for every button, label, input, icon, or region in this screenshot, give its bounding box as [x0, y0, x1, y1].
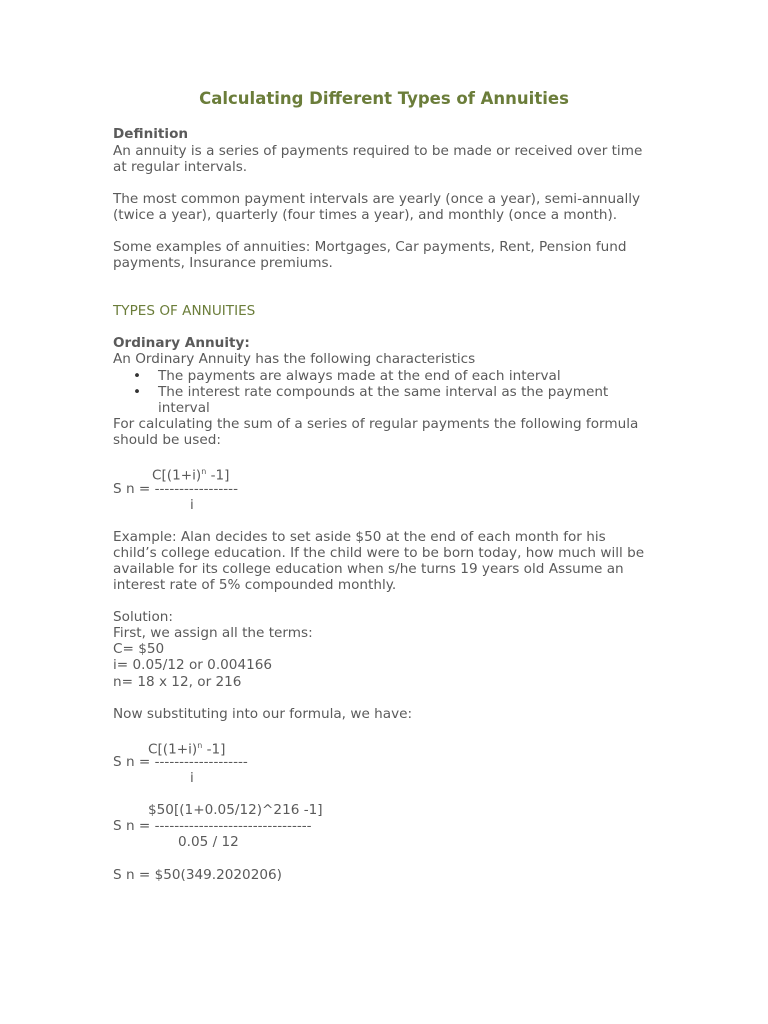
formula-lhs: S n = -------------------	[113, 754, 248, 770]
solution-text-line: First, we assign all the terms:	[113, 625, 313, 641]
bullet-item-continued: interval	[158, 400, 210, 416]
example-text-line: child’s college education. If the child were to be born today, how much will be	[113, 545, 645, 561]
formula-numerator: $50[(1+0.05/12)^216 -1]	[148, 802, 323, 818]
definition-heading: Definition	[113, 126, 189, 142]
formula-intro-line: For calculating the sum of a series of regular payments the following formula	[113, 416, 639, 432]
example-text-line: interest rate of 5% compounded monthly.	[113, 577, 397, 593]
example-text-line: Example: Alan decides to set aside $50 at the end of each month for his	[113, 529, 606, 545]
types-heading: TYPES OF ANNUITIES	[113, 303, 256, 319]
formula-intro-line: should be used:	[113, 432, 221, 448]
bullet-icon: •	[133, 368, 142, 384]
formula-numerator: $C[(1+i)^n$ -1]	[148, 741, 226, 758]
term-c: C= $50	[113, 641, 165, 657]
formula-lhs: S n = --------------------------------	[113, 818, 312, 834]
page-title: Calculating Different Types of Annuities	[199, 89, 569, 108]
ordinary-annuity-intro: An Ordinary Annuity has the following characteristics	[113, 351, 476, 367]
formula-denominator: i	[190, 497, 194, 513]
example-text-line: available for its college education when s/he turns 19 years old Assume an	[113, 561, 624, 577]
formula-denominator: i	[190, 770, 194, 786]
bullet-item: The interest rate compounds at the same interval as the payment	[158, 384, 609, 400]
formula-lhs: S n = -----------------	[113, 481, 238, 497]
examples-text-line: Some examples of annuities: Mortgages, Car payments, Rent, Pension fund	[113, 239, 627, 255]
ordinary-annuity-heading: Ordinary Annuity:	[113, 335, 250, 351]
term-n: n= 18 x 12, or 216	[113, 674, 242, 690]
formula-numerator: $C[(1+i)^n$ -1]	[152, 467, 230, 484]
formula-denominator: 0.05 / 12	[178, 834, 239, 850]
definition-text-line: An annuity is a series of payments required to be made or received over time	[113, 143, 643, 159]
result-line: S n = $50(349.2020206)	[113, 867, 282, 883]
bullet-item: The payments are always made at the end of each interval	[158, 368, 561, 384]
definition-text-line: at regular intervals.	[113, 159, 248, 175]
substitute-text-line: Now substituting into our formula, we have:	[113, 706, 413, 722]
examples-text-line: payments, Insurance premiums.	[113, 255, 333, 271]
solution-heading: Solution:	[113, 609, 173, 625]
intervals-text-line: The most common payment intervals are yearly (once a year), semi-annually	[113, 191, 641, 207]
bullet-icon: •	[133, 384, 142, 400]
term-i: i= 0.05/12 or 0.004166	[113, 657, 273, 673]
intervals-text-line: (twice a year), quarterly (four times a year), and monthly (once a month).	[113, 207, 618, 223]
